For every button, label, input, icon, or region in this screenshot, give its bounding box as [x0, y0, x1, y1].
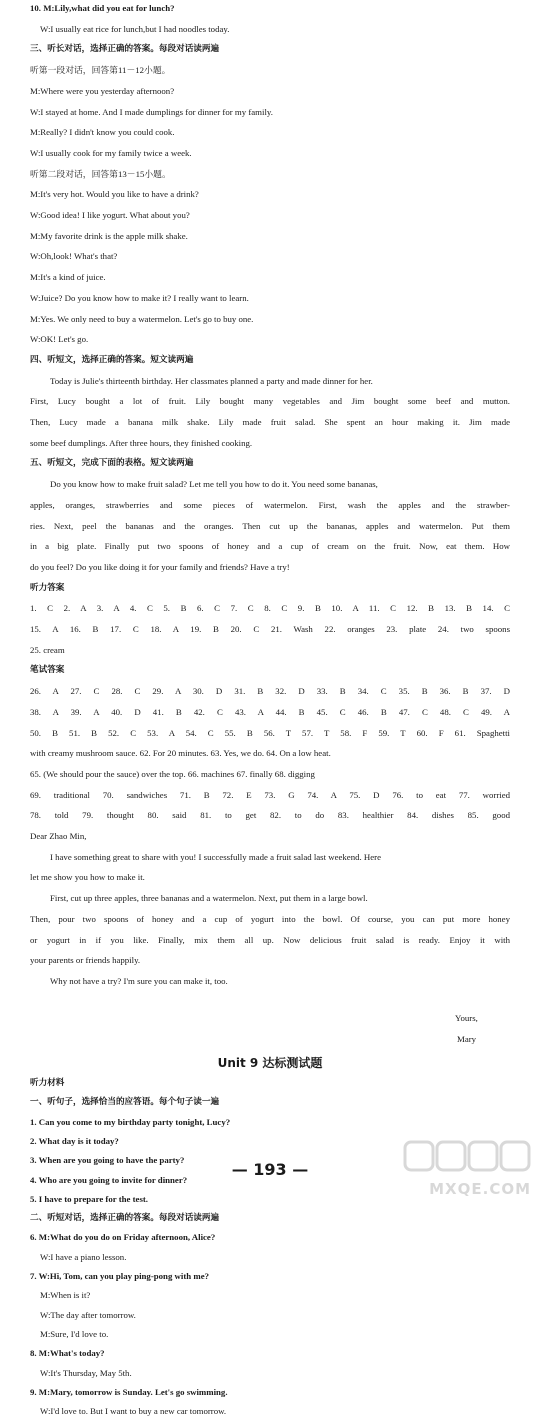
letter-closing: Yours,: [455, 1013, 478, 1023]
listening-line: 2. What day is it today?: [30, 1135, 119, 1146]
text-line: some beef dumplings. After three hours, they finished cooking.: [30, 437, 253, 448]
text-line: 笔试答案: [30, 665, 65, 676]
text-line: your parents or friends happily.: [30, 955, 141, 966]
text-line: 听第一段对话，回答第11－12小题。: [30, 65, 171, 76]
listening-line: 1. Can you come to my birthday party tonight, Lucy?: [30, 1116, 231, 1127]
listening-line: 7. W:Hi, Tom, can you play ping-pong with me?: [30, 1271, 209, 1281]
listening-line: 5. I have to prepare for the test.: [30, 1193, 149, 1204]
text-line: 听力答案: [30, 582, 65, 593]
text-line: 四、听短文，选择正确的答案。短文读两遍: [30, 354, 194, 365]
text-line: Then, Lucy made a banana milk shake. Lily made fruit salad. She spent an hour making it. Jim made: [30, 417, 510, 427]
text-line: W:I stayed at home. And I made dumplings for dinner for my family.: [30, 106, 273, 117]
text-line: Then, pour two spoons of honey and a cup of yogurt into the bowl. Of course, you can put more honey: [30, 913, 510, 924]
text-line: Do you know how to make fruit salad? Let me tell you how to do it. You need some bananas,: [50, 479, 378, 490]
text-line: let me show you how to make it.: [30, 872, 145, 883]
page-number: — 193 —: [231, 1160, 309, 1179]
text-line: M:Really? I didn't know you could cook.: [30, 127, 175, 138]
text-line: W:OK! Let's go.: [30, 334, 89, 345]
text-line: W:Good idea! I like yogurt. What about you?: [30, 210, 190, 220]
watermark-text: MXQE.COM: [429, 1180, 531, 1198]
text-line: W:Oh,look! What's that?: [30, 251, 118, 262]
text-line: 五、听短文，完成下面的表格。短文读两遍: [30, 458, 194, 469]
text-line: 50. B 51. B 52. C 53. A 54. C 55. B 56. T 57. T 58. F 59. T 60. F 61. Spaghetti: [30, 727, 510, 738]
text-line: 69. traditional 70. sandwiches 71. B 72. E 73. G 74. A 75. D 76. to eat 77. worried: [30, 789, 510, 800]
text-line: apples, oranges, strawberries and some pieces of watermelon. First, wash the apples and the strawber-: [30, 499, 510, 510]
listening-line: W:I have a piano lesson.: [40, 1251, 127, 1262]
text-line: 15. A 16. B 17. C 18. A 19. B 20. C 21. Wash 22. oranges 23. plate 24. two spoons: [30, 624, 510, 634]
listening-line: 二、听短对话，选择正确的答案。每段对话读两遍: [30, 1213, 220, 1224]
text-line: M:My favorite drink is the apple milk shake.: [30, 230, 188, 241]
listening-line: M:Sure, I'd love to.: [40, 1328, 109, 1339]
listening-line: 6. M:What do you do on Friday afternoon, Alice?: [30, 1232, 216, 1243]
text-line: 65. (We should pour the sauce) over the top. 66. machines 67. finally 68. digging: [30, 768, 315, 779]
text-line: 1. C 2. A 3. A 4. C 5. B 6. C 7. C 8. C 9. B 10. A 11. C 12. B 13. B 14. C: [30, 603, 510, 614]
unit-title: Unit 9 达标测试题: [217, 1056, 323, 1070]
text-line: or yogurt in if you like. Finally, mix them all up. Now delicious fruit salad is ready. Enjoy it with: [30, 934, 510, 945]
listening-line: W:I'd love to. But I want to buy a new car tomorrow.: [40, 1406, 227, 1417]
text-line: I have something great to share with you! I successfully made a fruit salad last weekend. Here: [50, 851, 381, 862]
text-line: M:It's a kind of juice.: [30, 272, 106, 283]
watermark-logo: [401, 1138, 531, 1198]
listening-line: W:It's Thursday, May 5th.: [40, 1367, 132, 1378]
text-line: 38. A 39. A 40. D 41. B 42. C 43. A 44. B 45. C 46. B 47. C 48. C 49. A: [30, 706, 510, 717]
text-line: 26. A 27. C 28. C 29. A 30. D 31. B 32. D 33. B 34. C 35. B 36. B 37. D: [30, 686, 510, 697]
text-line: Today is Julie's thirteenth birthday. Her classmates planned a party and made dinner for her.: [50, 375, 373, 386]
listening-line: 9. M:Mary, tomorrow is Sunday. Let's go swimming.: [30, 1386, 228, 1397]
letter-signature: Mary: [457, 1034, 477, 1044]
text-line: 三、听长对话，选择正确的答案。每段对话读两遍: [30, 44, 220, 55]
text-line: in a big plate. Finally put two spoons of honey and a cup of cream on the fruit. Now, eat them. How: [30, 541, 510, 552]
listening-line: W:The day after tomorrow.: [40, 1309, 136, 1320]
listening-line: 一、听句子，选择恰当的应答语。每个句子读一遍: [30, 1097, 220, 1108]
text-line: 78. told 79. thought 80. said 81. to get 82. to do 83. healthier 84. dishes 85. good: [30, 810, 510, 821]
text-line: do you feel? Do you like doing it for your family and friends? Have a try!: [30, 561, 290, 572]
text-line: W:I usually eat rice for lunch,but I had noodles today.: [40, 23, 230, 34]
text-line: First, Lucy bought a lot of fruit. Lily bought many vegetables and Jim bought some beef and mutton.: [30, 396, 510, 407]
text-line: Dear Zhao Min,: [30, 831, 87, 841]
text-line: M:It's very hot. Would you like to have a drink?: [30, 189, 199, 200]
watermark-icon: [401, 1138, 531, 1178]
listening-line: 听力材料: [30, 1078, 65, 1088]
text-line: ries. Next, peel the bananas and the oranges. Then cut up the bananas, apples and watermelon. Put them: [30, 520, 510, 531]
text-line: M:Where were you yesterday afternoon?: [30, 85, 175, 96]
text-line: W:Juice? Do you know how to make it? I really want to learn.: [30, 292, 249, 303]
text-line: M:Yes. We only need to buy a watermelon. Let's go to buy one.: [30, 313, 254, 324]
text-line: 25. cream: [30, 644, 65, 655]
text-line: with creamy mushroom sauce. 62. For 20 minutes. 63. Yes, we do. 64. On a low heat.: [30, 748, 331, 759]
text-line: W:I usually cook for my family twice a week.: [30, 147, 192, 158]
text-line: 10. M:Lily,what did you eat for lunch?: [30, 3, 175, 13]
listening-line: 4. Who are you going to invite for dinner?: [30, 1174, 188, 1185]
listening-line: 8. M:What's today?: [30, 1348, 105, 1359]
text-line: First, cut up three apples, three bananas and a watermelon. Next, put them in a large bowl.: [50, 893, 368, 904]
text-line: 听第二段对话，回答第13－15小题。: [30, 168, 171, 179]
listening-line: M:When is it?: [40, 1290, 91, 1301]
listening-line: 3. When are you going to have the party?: [30, 1155, 185, 1166]
text-line: Why not have a try? I'm sure you can make it, too.: [50, 975, 228, 986]
